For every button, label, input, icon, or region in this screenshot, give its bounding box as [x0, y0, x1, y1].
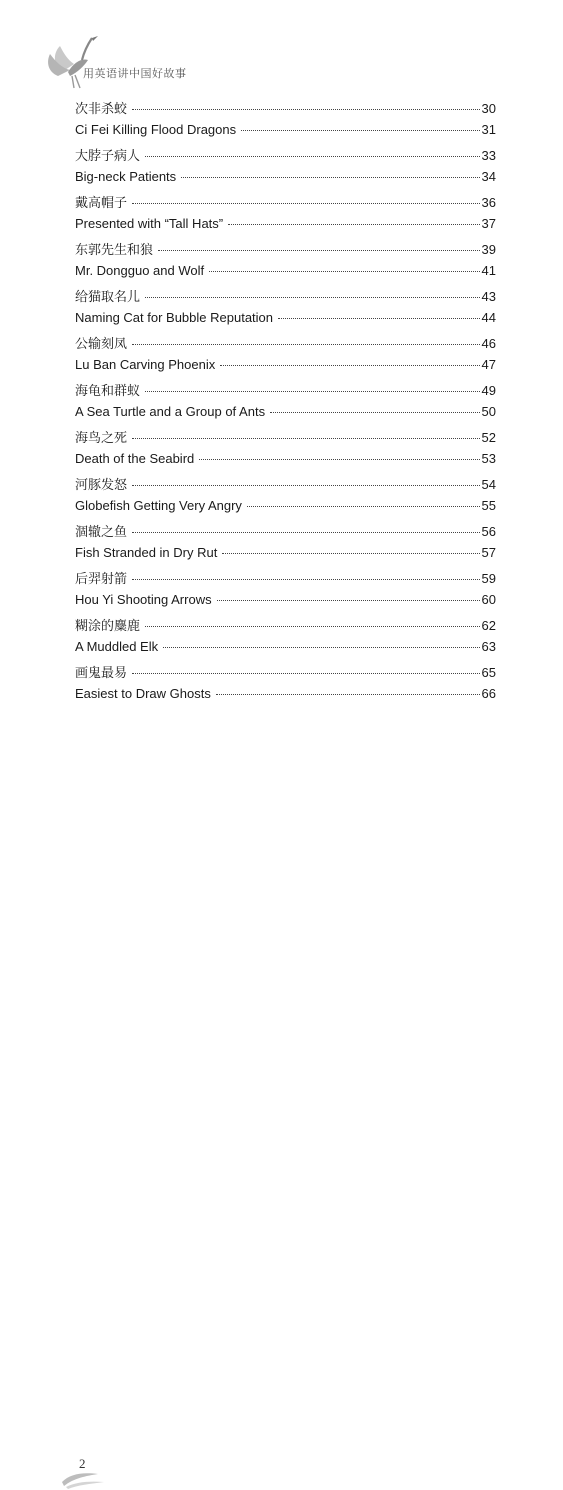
- toc-entry-title: Lu Ban Carving Phoenix: [75, 356, 216, 372]
- toc-entry-page: 55: [481, 497, 496, 513]
- toc-leader-dots: [132, 532, 480, 533]
- toc-leader-dots: [132, 344, 480, 345]
- toc-entry-title: 海鸟之死: [75, 430, 128, 445]
- toc-entry-page: 65: [481, 665, 496, 680]
- toc-entry-title: Easiest to Draw Ghosts: [75, 685, 211, 701]
- toc-entry-page: 41: [481, 262, 496, 278]
- toc-entry-title: Big-neck Patients: [75, 168, 177, 184]
- toc-entry: [75, 263, 496, 287]
- toc-entry-title: Hou Yi Shooting Arrows: [75, 591, 212, 607]
- toc-entry-page: 39: [481, 242, 496, 257]
- toc-entry: [75, 451, 496, 475]
- toc-entry: [75, 404, 496, 428]
- toc-entry: [75, 169, 496, 193]
- toc-entry: [75, 592, 496, 616]
- toc-entry: [75, 310, 496, 334]
- toc-leader-dots: [216, 694, 480, 695]
- toc-entry-page: 57: [481, 544, 496, 560]
- toc-leader-dots: [132, 109, 480, 110]
- toc-entry-page: 44: [481, 309, 496, 325]
- toc-entry: [75, 192, 496, 216]
- toc-entry: [75, 357, 496, 381]
- toc-entry-page: 53: [481, 450, 496, 466]
- toc-leader-dots: [270, 412, 479, 413]
- toc-entry-title: 河豚发怒: [75, 477, 128, 492]
- toc-entry-page: 31: [481, 121, 496, 137]
- toc-leader-dots: [199, 459, 479, 460]
- toc-leader-dots: [217, 600, 480, 601]
- toc-entry: [75, 239, 496, 263]
- toc-entry: [75, 686, 496, 710]
- toc-entry-page: 47: [481, 356, 496, 372]
- toc-entry-page: 60: [481, 591, 496, 607]
- toc-entry-page: 37: [481, 215, 496, 231]
- toc-leader-dots: [220, 365, 479, 366]
- toc-entry-page: 50: [481, 403, 496, 419]
- toc-entry-page: 54: [481, 477, 496, 492]
- book-title: 用英语讲中国好故事: [83, 68, 187, 80]
- page-header: [0, 0, 563, 95]
- toc-leader-dots: [145, 626, 480, 627]
- toc-leader-dots: [247, 506, 480, 507]
- crane-logo-icon: [44, 32, 104, 92]
- toc-entry-page: 62: [481, 618, 496, 633]
- toc-leader-dots: [278, 318, 480, 319]
- toc-entry-page: 30: [481, 101, 496, 116]
- toc-leader-dots: [228, 224, 479, 225]
- toc-entry-page: 49: [481, 383, 496, 398]
- toc-entry-page: 52: [481, 430, 496, 445]
- toc-entry-page: 34: [481, 168, 496, 184]
- toc-entry-page: 59: [481, 571, 496, 586]
- toc-leader-dots: [145, 297, 480, 298]
- toc-entry-title: 大脖子病人: [75, 148, 141, 163]
- toc-entry-title: 后羿射箭: [75, 571, 128, 586]
- toc-entry-title: 涸辙之鱼: [75, 524, 128, 539]
- toc-leader-dots: [132, 438, 480, 439]
- toc-entry: [75, 639, 496, 663]
- page-number: 2: [79, 1456, 86, 1471]
- toc-entry: [75, 333, 496, 357]
- toc-entry-title: 画鬼最易: [75, 665, 128, 680]
- table-of-contents: [75, 98, 496, 709]
- toc-leader-dots: [241, 130, 479, 131]
- toc-leader-dots: [163, 647, 479, 648]
- toc-entry-title: Presented with “Tall Hats”: [75, 215, 224, 231]
- toc-entry-title: Mr. Dongguo and Wolf: [75, 262, 205, 278]
- toc-entry: [75, 427, 496, 451]
- toc-entry-title: Death of the Seabird: [75, 450, 195, 466]
- toc-leader-dots: [132, 203, 480, 204]
- toc-leader-dots: [132, 673, 480, 674]
- toc-leader-dots: [222, 553, 479, 554]
- toc-entry: [75, 286, 496, 310]
- toc-entry-page: 36: [481, 195, 496, 210]
- toc-entry: [75, 615, 496, 639]
- toc-entry: [75, 380, 496, 404]
- toc-entry-title: Globefish Getting Very Angry: [75, 497, 242, 513]
- toc-leader-dots: [145, 156, 480, 157]
- toc-leader-dots: [132, 579, 480, 580]
- toc-entry-title: 海龟和群蚁: [75, 383, 141, 398]
- toc-entry: [75, 521, 496, 545]
- toc-entry: [75, 568, 496, 592]
- toc-leader-dots: [181, 177, 479, 178]
- toc-leader-dots: [209, 271, 479, 272]
- toc-entry-title: Fish Stranded in Dry Rut: [75, 544, 218, 560]
- toc-entry: [75, 498, 496, 522]
- toc-entry-title: Naming Cat for Bubble Reputation: [75, 309, 274, 325]
- toc-entry-page: 56: [481, 524, 496, 539]
- toc-entry: [75, 122, 496, 146]
- toc-leader-dots: [145, 391, 480, 392]
- toc-entry: [75, 662, 496, 686]
- toc-entry: [75, 98, 496, 122]
- toc-leader-dots: [132, 485, 480, 486]
- toc-entry-title: 次非杀蛟: [75, 101, 128, 116]
- toc-leader-dots: [158, 250, 480, 251]
- toc-entry-page: 63: [481, 638, 496, 654]
- toc-entry: [75, 474, 496, 498]
- page-footer: [0, 725, 563, 1471]
- toc-entry-title: 糊涂的麋鹿: [75, 618, 141, 633]
- toc-entry-title: 公输刻凤: [75, 336, 128, 351]
- toc-entry: [75, 216, 496, 240]
- toc-entry-title: 戴高帽子: [75, 195, 128, 210]
- toc-entry-page: 43: [481, 289, 496, 304]
- toc-entry-title: A Muddled Elk: [75, 638, 159, 654]
- toc-entry-page: 46: [481, 336, 496, 351]
- toc-entry-page: 33: [481, 148, 496, 163]
- toc-entry-title: Ci Fei Killing Flood Dragons: [75, 121, 237, 137]
- toc-entry-title: 东郭先生和狼: [75, 242, 154, 257]
- toc-entry-title: A Sea Turtle and a Group of Ants: [75, 403, 266, 419]
- toc-entry: [75, 545, 496, 569]
- toc-entry-page: 66: [481, 685, 496, 701]
- toc-entry: [75, 145, 496, 169]
- toc-entry-title: 给猫取名儿: [75, 289, 141, 304]
